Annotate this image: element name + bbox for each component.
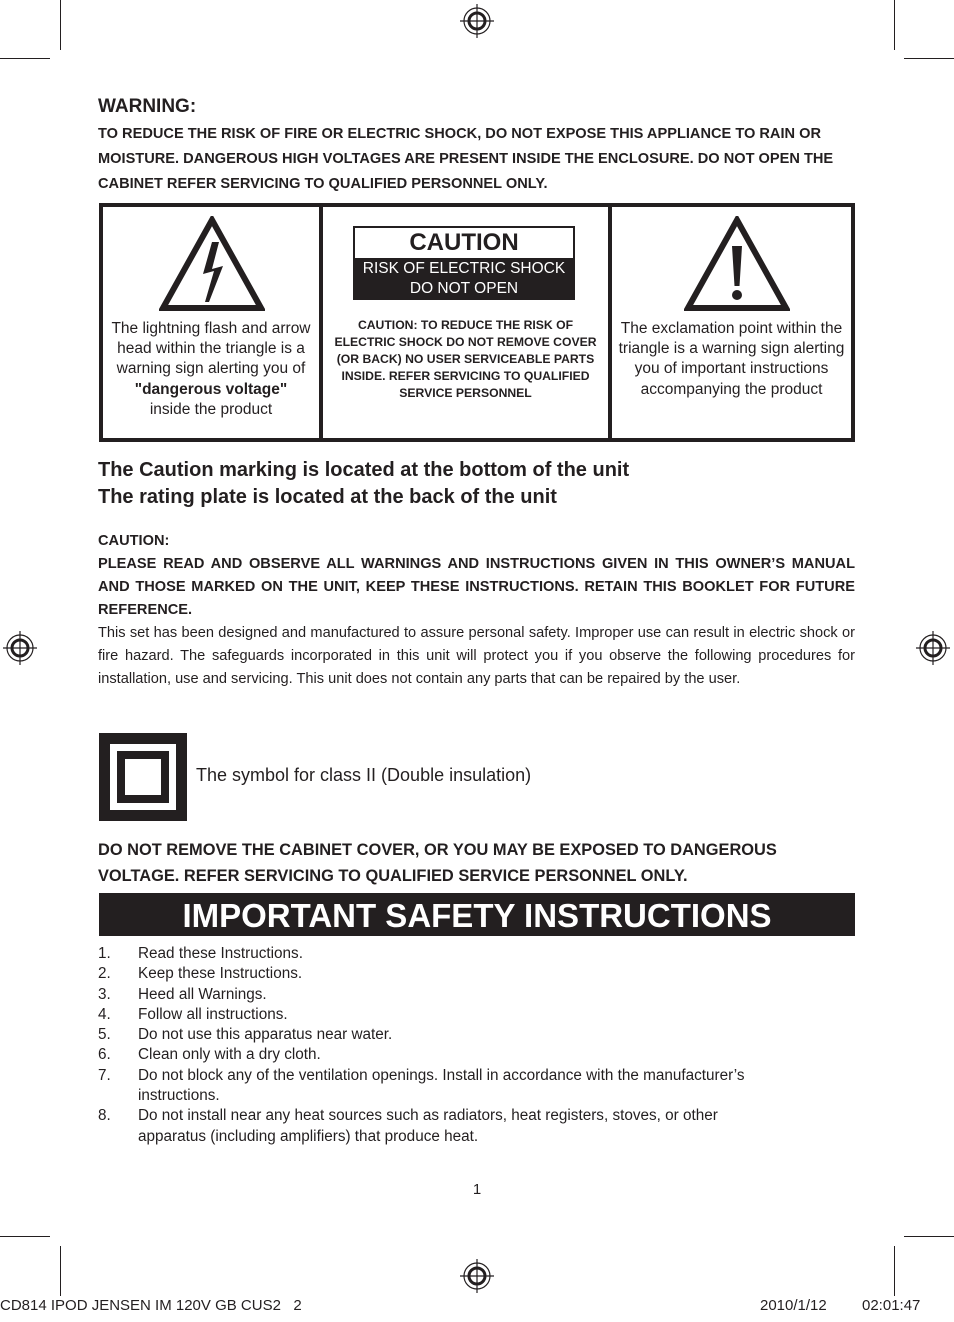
list-item: 5. Do not use this apparatus near water. [98, 1026, 393, 1044]
caution-label-line1: RISK OF ELECTRIC SHOCK [362, 260, 566, 277]
caution-marking-location: The Caution marking is located at the bottom of the unit [98, 459, 630, 481]
crop-mark [904, 58, 954, 59]
lightning-description: The lightning flash and arrow head within the triangle is a warning sign alerting you of "dangerous voltage" inside the product [111, 320, 311, 418]
instructions-list [98, 944, 855, 1147]
crop-mark [0, 58, 50, 59]
list-item: 2. Keep these Instructions. [98, 965, 303, 983]
registration-mark-icon [916, 631, 950, 665]
list-item: 6. Clean only with a dry cloth. [98, 1046, 321, 1064]
footer-time: 02:01:47 [862, 1297, 921, 1314]
exclamation-description: The exclamation point within the triangle is a warning sign alerting you of important instructions accompanying the product [618, 320, 845, 398]
crop-mark [904, 1236, 954, 1237]
crop-mark [60, 0, 61, 50]
crop-mark [60, 1246, 61, 1296]
cabinet-cover-warning: DO NOT REMOVE THE CABINET COVER, OR YOU MAY BE EXPOSED TO DANGEROUS VOLTAGE. REFER SERVICING TO QUALIFIED SERVICE PERSONNEL ONLY. [98, 841, 777, 885]
registration-mark-icon [460, 1259, 494, 1293]
footer-file-name: CD814 IPOD JENSEN IM 120V GB CUS2 2 [0, 1297, 302, 1314]
crop-mark [894, 1246, 895, 1296]
lightning-symbol-cell [103, 207, 323, 438]
caution-label-cell [323, 207, 612, 438]
exclamation-triangle-icon [684, 216, 790, 312]
caution-description: CAUTION: TO REDUCE THE RISK OF ELECTRIC SHOCK DO NOT REMOVE COVER (OR BACK) NO USER SERVICEABLE PARTS INSIDE. REFER SERVICING TO QUALIFIED SERVICE PERSONNEL [334, 318, 597, 400]
lightning-triangle-icon [159, 216, 265, 312]
crop-mark [894, 0, 895, 50]
list-item: 3. Heed all Warnings. [98, 985, 267, 1003]
exclamation-symbol-cell [612, 207, 851, 438]
caution-body-text: This set has been designed and manufactured to assure personal safety. Improper use can result in electric shock or fire hazard. The safeguards incorporated in this unit will protect you if you observe the following procedures for installation, use and servicing. This unit does not contain any parts that can be repaired by the user. [98, 625, 855, 687]
list-item: 1. Read these Instructions. [98, 945, 303, 962]
registration-mark-icon [460, 4, 494, 38]
caution-label [353, 226, 575, 300]
rating-plate-location: The rating plate is located at the back of the unit [98, 486, 557, 508]
warning-title: WARNING: [98, 96, 197, 117]
list-item: 7. Do not block any of the ventilation openings. Install in accordance with the manufacturer’s instructions. [98, 1066, 745, 1105]
page-number: 1 [472, 1181, 482, 1198]
marking-location [98, 457, 629, 511]
caution-label-title: CAUTION [409, 229, 519, 256]
registration-mark-icon [3, 631, 37, 665]
list-item: 4. Follow all instructions. [98, 1005, 288, 1023]
caution-heading: CAUTION: [98, 533, 170, 549]
caution-label-subtitle [355, 258, 573, 298]
list-item: 8. Do not install near any heat sources such as radiators, heat registers, stoves, or other apparatus (including amplifiers) that produce heat. [98, 1107, 718, 1145]
crop-mark [0, 1236, 50, 1237]
warning-text: TO REDUCE THE RISK OF FIRE OR ELECTRIC SHOCK, DO NOT EXPOSE THIS APPLIANCE TO RAIN OR MOISTURE. DANGEROUS HIGH VOLTAGES ARE PRESENT INSIDE THE ENCLOSURE. DO NOT OPEN THE CABINET REFER SERVICING TO QUALIFIED PERSONNEL ONLY. [98, 126, 834, 192]
double-insulation-icon [99, 733, 187, 821]
caution-bold-text: PLEASE READ AND OBSERVE ALL WARNINGS AND INSTRUCTIONS GIVEN IN THIS OWNER’S MANUAL AND THOSE MARKED ON THE UNIT, KEEP THESE INSTRUCTIONS. RETAIN THIS BOOKLET FOR FUTURE REFERENCE. [98, 556, 855, 618]
safety-symbols-table [99, 203, 855, 442]
caution-label-line2: DO NOT OPEN [409, 280, 519, 297]
double-insulation-label: The symbol for class II (Double insulation) [196, 765, 532, 785]
safety-instructions-banner: IMPORTANT SAFETY INSTRUCTIONS [99, 893, 855, 936]
footer-date: 2010/1/12 [760, 1297, 827, 1314]
